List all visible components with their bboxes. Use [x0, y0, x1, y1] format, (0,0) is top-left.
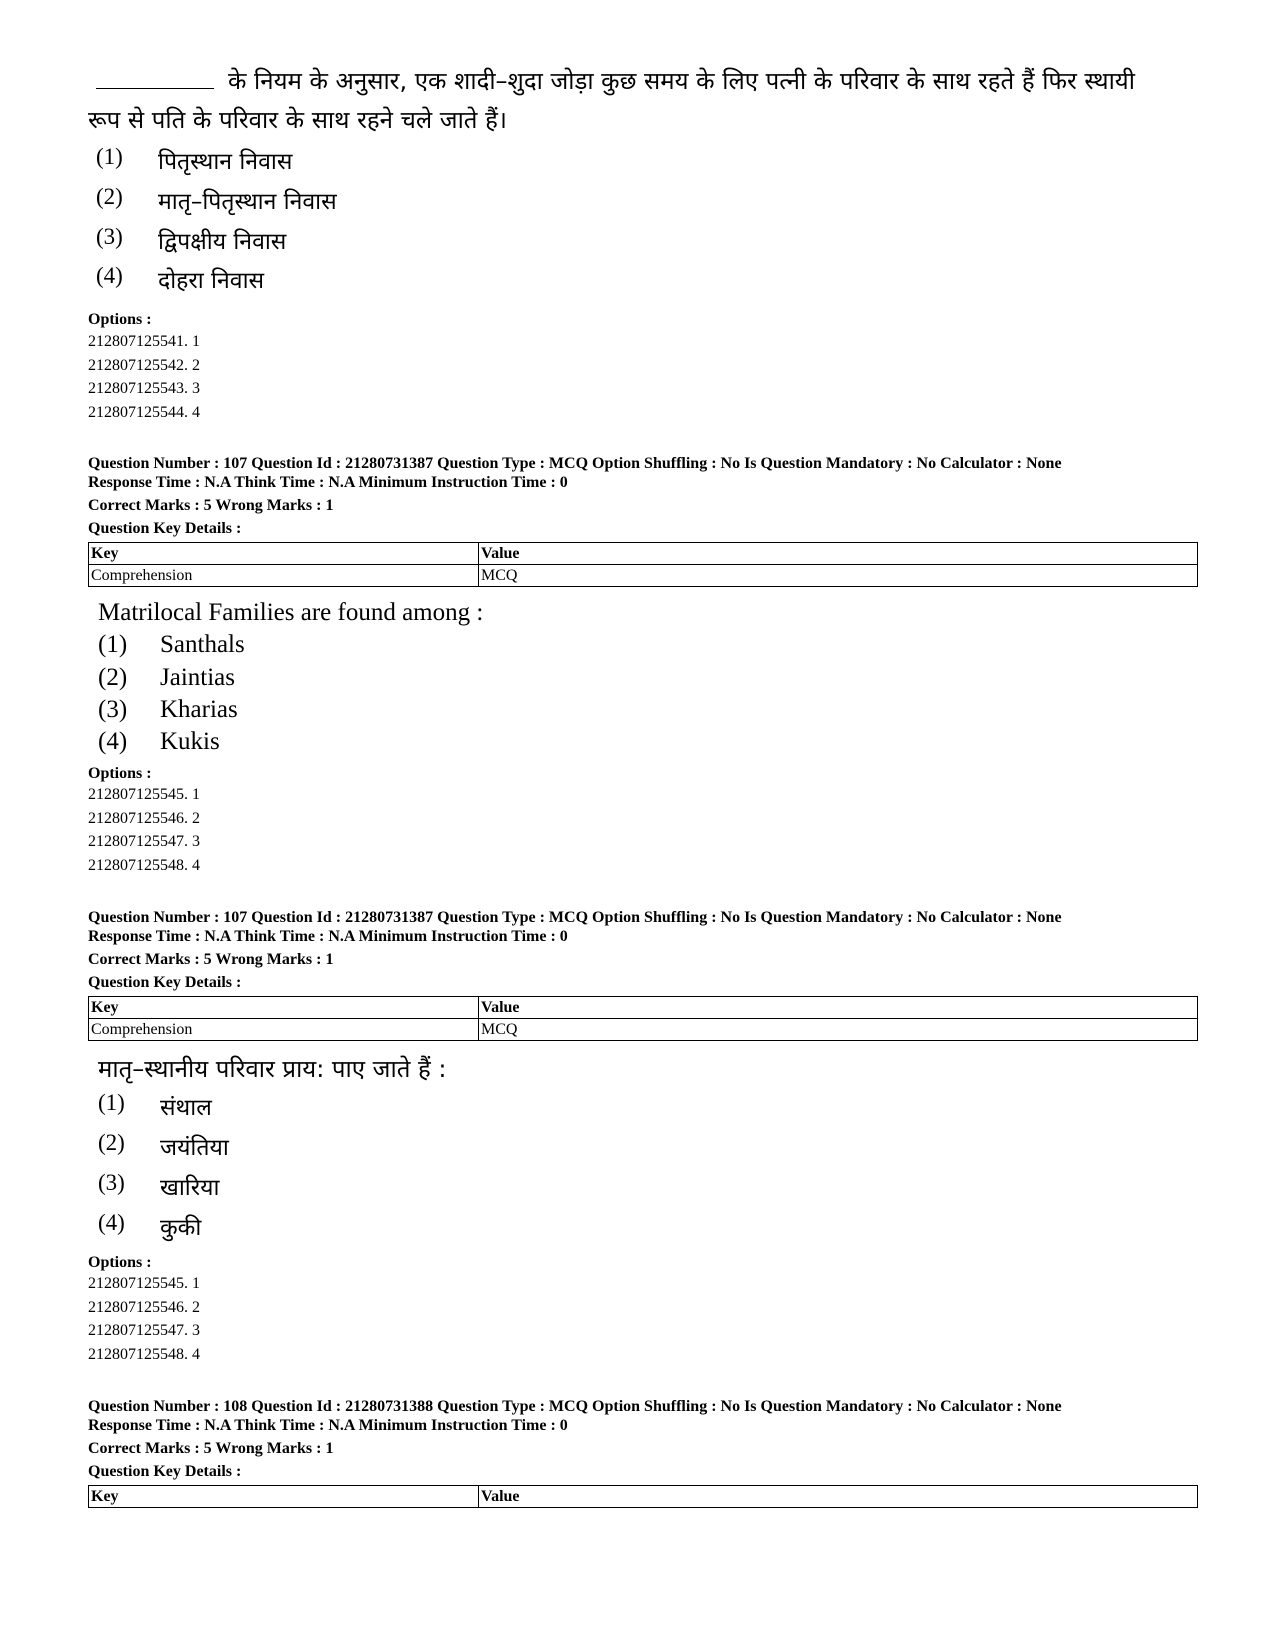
options-label: Options :: [88, 765, 152, 782]
choice-text: Jaintias: [160, 664, 235, 691]
table-header-key: Key: [89, 543, 479, 565]
choice-row: [98, 1090, 498, 1120]
choice-row: [98, 1130, 498, 1160]
choice-number: (4): [96, 263, 123, 288]
choice-text: जयंतिया: [160, 1135, 229, 1161]
question-text: मातृ–स्थानीय परिवार प्राय: पाए जाते हैं :: [98, 1055, 447, 1083]
prev-question-text: के नियम के अनुसार, एक शादी–शुदा जोड़ा कुछ समय के लिए पत्नी के परिवार के साथ रहते हैं फिर स्थायी: [228, 67, 1135, 95]
choice-number: (3): [96, 224, 123, 249]
prev-question-line1: [96, 62, 1135, 100]
choice-text: दोहरा निवास: [158, 268, 265, 294]
option-item: 212807125548. 4: [88, 1345, 200, 1363]
choice-text: Kukis: [160, 728, 220, 755]
choice-row: [98, 696, 498, 728]
table-header-key: Key: [89, 1486, 479, 1508]
choice-number: (2): [98, 1130, 125, 1155]
key-value-table: [88, 1485, 1198, 1508]
options-label: Options :: [88, 311, 152, 328]
table-header-value: Value: [479, 1486, 1198, 1508]
table-header-value: Value: [479, 997, 1198, 1019]
choice-row: [98, 728, 498, 760]
option-item: 212807125545. 1: [88, 786, 200, 803]
choice-number: (1): [98, 631, 128, 658]
choice-row: [96, 224, 496, 254]
options-list: [88, 783, 200, 877]
option-item: 212807125545. 1: [88, 1275, 200, 1292]
table-cell-key: Comprehension: [89, 1019, 479, 1041]
choice-text: खारिया: [160, 1175, 220, 1201]
key-details-label: Question Key Details :: [88, 520, 242, 537]
question-meta-line2: Response Time : N.A Think Time : N.A Minimum Instruction Time : 0: [88, 474, 568, 491]
option-item: 212807125548. 4: [88, 856, 200, 874]
choice-number: (4): [98, 728, 128, 755]
question-meta-line1: Question Number : 107 Question Id : 21280731387 Question Type : MCQ Option Shuffling : No Is Question Mandatory : No Calculator : None: [88, 909, 1062, 926]
marks-line: Correct Marks : 5 Wrong Marks : 1: [88, 1440, 334, 1457]
question-meta-line1: Question Number : 107 Question Id : 21280731387 Question Type : MCQ Option Shuffling : No Is Question Mandatory : No Calculator : None: [88, 455, 1062, 472]
choice-text: पितृस्थान निवास: [158, 149, 293, 175]
key-details-label: Question Key Details :: [88, 974, 242, 991]
marks-line: Correct Marks : 5 Wrong Marks : 1: [88, 497, 334, 514]
table-cell-value: MCQ: [479, 565, 1198, 587]
choice-number: (2): [96, 184, 123, 209]
marks-line: Correct Marks : 5 Wrong Marks : 1: [88, 951, 334, 968]
choice-row: [98, 1170, 498, 1200]
choice-row: [98, 664, 498, 696]
option-item: 212807125544. 4: [88, 403, 200, 421]
table-header-value: Value: [479, 543, 1198, 565]
choice-row: [98, 631, 498, 663]
choice-number: (1): [96, 144, 123, 169]
choice-text: Santhals: [160, 631, 245, 658]
question-text: Matrilocal Families are found among :: [98, 599, 484, 626]
option-item: 212807125547. 3: [88, 833, 200, 850]
choice-text: कुकी: [160, 1215, 202, 1241]
key-value-table: [88, 542, 1198, 587]
option-item: 212807125546. 2: [88, 809, 200, 827]
option-item: 212807125547. 3: [88, 1322, 200, 1339]
fill-in-blank: [96, 88, 214, 89]
choice-number: (1): [98, 1090, 125, 1115]
choice-row: [96, 184, 496, 214]
choice-row: [98, 1210, 498, 1240]
question-meta-line2: Response Time : N.A Think Time : N.A Minimum Instruction Time : 0: [88, 1417, 568, 1434]
choice-text: संथाल: [160, 1095, 212, 1121]
choice-number: (4): [98, 1210, 125, 1235]
option-item: 212807125541. 1: [88, 333, 200, 350]
question-meta-line2: Response Time : N.A Think Time : N.A Minimum Instruction Time : 0: [88, 928, 568, 945]
option-item: 212807125546. 2: [88, 1298, 200, 1316]
options-list: [88, 1272, 200, 1366]
prev-question-line2: रूप से पति के परिवार के साथ रहने चले जाते हैं।: [88, 106, 507, 134]
table-header-key: Key: [89, 997, 479, 1019]
choice-text: मातृ–पितृस्थान निवास: [158, 189, 337, 215]
choice-number: (2): [98, 664, 128, 691]
options-label: Options :: [88, 1254, 152, 1271]
key-value-table: [88, 996, 1198, 1041]
options-list: [88, 330, 200, 424]
question-meta-line1: Question Number : 108 Question Id : 21280731388 Question Type : MCQ Option Shuffling : No Is Question Mandatory : No Calculator : None: [88, 1398, 1062, 1415]
option-item: 212807125542. 2: [88, 356, 200, 374]
table-cell-key: Comprehension: [89, 565, 479, 587]
key-details-label: Question Key Details :: [88, 1463, 242, 1480]
option-item: 212807125543. 3: [88, 380, 200, 397]
choice-text: द्विपक्षीय निवास: [158, 229, 287, 255]
choice-text: Kharias: [160, 696, 238, 723]
choice-number: (3): [98, 1170, 125, 1195]
choice-row: [96, 144, 496, 174]
choice-row: [96, 263, 496, 293]
table-cell-value: MCQ: [479, 1019, 1198, 1041]
choice-number: (3): [98, 696, 128, 723]
